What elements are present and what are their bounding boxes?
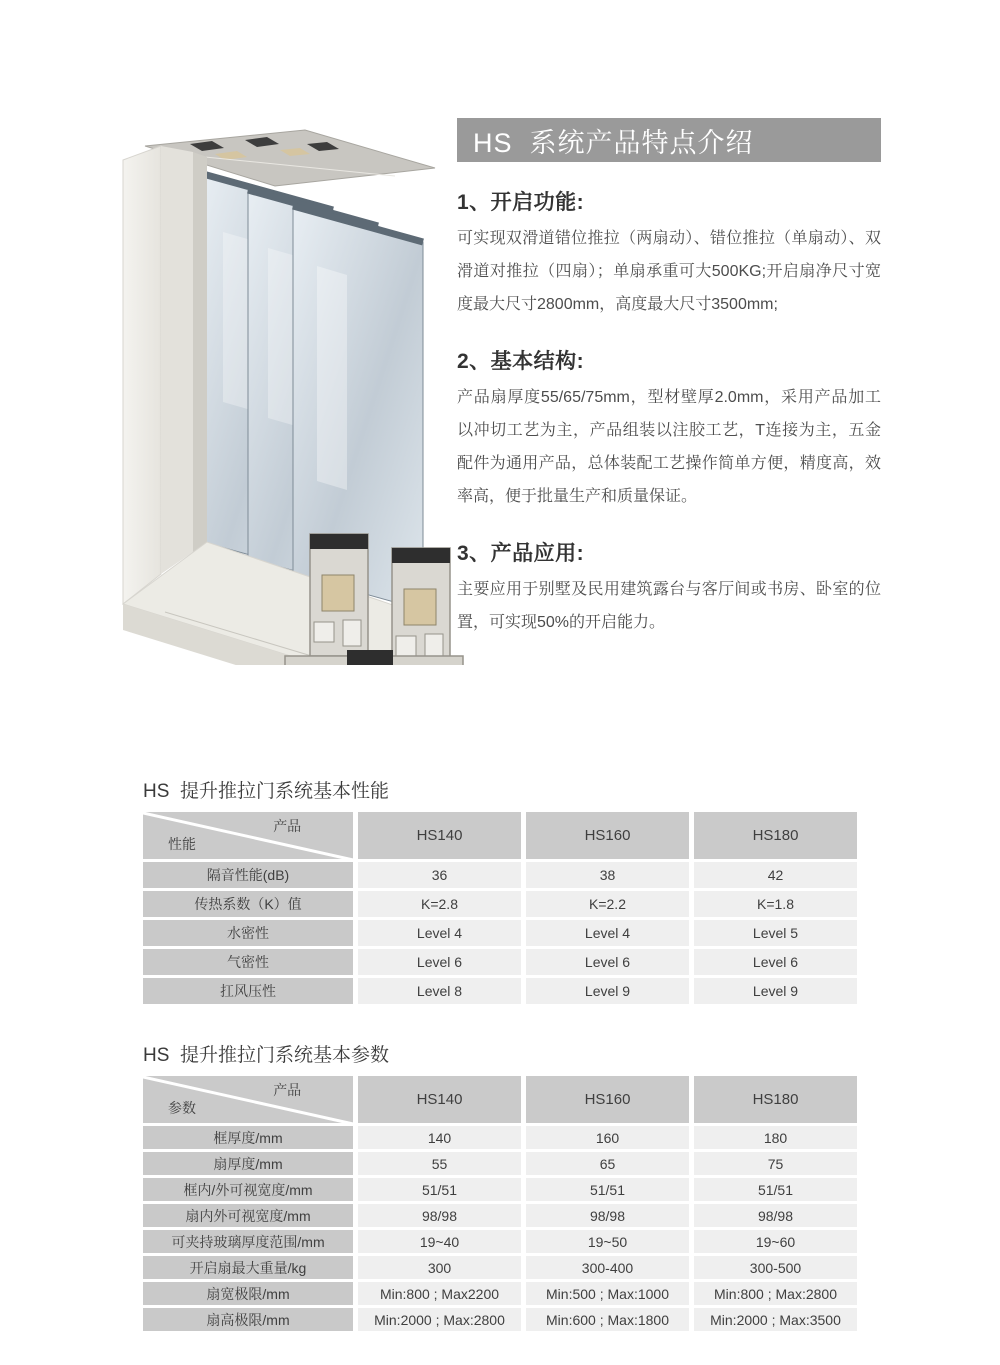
- table-value: Level 9: [526, 978, 689, 1004]
- column-header: HS160: [526, 1076, 689, 1123]
- frame-jamb: [123, 146, 207, 604]
- row-label: 扇高极限/mm: [143, 1308, 353, 1331]
- row-label: 开启扇最大重量/kg: [143, 1256, 353, 1279]
- table-corner-cell: [143, 1076, 353, 1123]
- table-value: Min:2000 ; Max:2800: [358, 1308, 521, 1331]
- table-value: Level 4: [526, 920, 689, 946]
- table-value: Level 8: [358, 978, 521, 1004]
- column-header: HS140: [358, 812, 521, 859]
- section-banner: [457, 118, 881, 162]
- row-label: 扛风压性: [143, 978, 353, 1004]
- section-heading: 1、开启功能:: [457, 191, 585, 214]
- spec-tables: [143, 776, 857, 1331]
- performance-table: [143, 812, 857, 1004]
- row-label: 扇内外可视宽度/mm: [143, 1204, 353, 1227]
- table-value: 180: [694, 1126, 857, 1149]
- row-label: 扇宽极限/mm: [143, 1282, 353, 1305]
- parameters-table-block: [143, 1040, 857, 1331]
- column-header: HS160: [526, 812, 689, 859]
- corner-label-product: 产品: [273, 818, 302, 834]
- row-label: 气密性: [143, 949, 353, 975]
- table-value: 51/51: [358, 1178, 521, 1201]
- row-label: 水密性: [143, 920, 353, 946]
- column-header: HS180: [694, 812, 857, 859]
- corner-label-category: 参数: [168, 1100, 196, 1116]
- table-value: 19~60: [694, 1230, 857, 1253]
- table-value: 51/51: [526, 1178, 689, 1201]
- table-title: HS 提升推拉门系统基本参数: [143, 1045, 389, 1066]
- table-value: 55: [358, 1152, 521, 1175]
- table-value: Level 9: [694, 978, 857, 1004]
- table-value: Min:800 ; Max2200: [358, 1282, 521, 1305]
- table-value: 19~50: [526, 1230, 689, 1253]
- row-label: 可夹持玻璃厚度范围/mm: [143, 1230, 353, 1253]
- table-title: HS 提升推拉门系统基本性能: [143, 781, 389, 802]
- corner-label-category: 性能: [168, 836, 196, 852]
- table-value: 51/51: [694, 1178, 857, 1201]
- table-value: 300-500: [694, 1256, 857, 1279]
- section-body: 可实现双滑道错位推拉（两扇动）、错位推拉（单扇动）、双滑道对推拉（四扇）；单扇承重可大500KG;开启扇净尺寸宽度最大尺寸2800mm，高度最大尺寸3500mm;: [457, 230, 881, 313]
- section-product-application: [457, 537, 881, 639]
- table-value: K=2.8: [358, 891, 521, 917]
- table-value: 19~40: [358, 1230, 521, 1253]
- table-value: Level 5: [694, 920, 857, 946]
- table-value: Level 6: [526, 949, 689, 975]
- table-value: K=1.8: [694, 891, 857, 917]
- performance-table-block: [143, 776, 857, 1004]
- table-value: Min:600 ; Max:1800: [526, 1308, 689, 1331]
- row-label: 隔音性能(dB): [143, 862, 353, 888]
- table-value: 98/98: [694, 1204, 857, 1227]
- profile-corner-render: [95, 110, 465, 665]
- section-basic-structure: [457, 345, 881, 513]
- table-value: K=2.2: [526, 891, 689, 917]
- table-value: Level 6: [358, 949, 521, 975]
- column-header: HS140: [358, 1076, 521, 1123]
- table-value: 160: [526, 1126, 689, 1149]
- table-value: 75: [694, 1152, 857, 1175]
- row-label: 传热系数（K）值: [143, 891, 353, 917]
- table-value: 98/98: [526, 1204, 689, 1227]
- parameters-table: [143, 1076, 857, 1331]
- section-heading: 3、产品应用:: [457, 542, 585, 565]
- row-label: 框内/外可视宽度/mm: [143, 1178, 353, 1201]
- table-value: 300: [358, 1256, 521, 1279]
- product-image: [95, 110, 465, 665]
- table-value: 38: [526, 862, 689, 888]
- table-value: Min:2000 ; Max:3500: [694, 1308, 857, 1331]
- row-label: 扇厚度/mm: [143, 1152, 353, 1175]
- table-value: 300-400: [526, 1256, 689, 1279]
- table-value: Level 6: [694, 949, 857, 975]
- section-heading: 2、基本结构:: [457, 350, 585, 373]
- table-value: Level 4: [358, 920, 521, 946]
- table-value: 140: [358, 1126, 521, 1149]
- column-header: HS180: [694, 1076, 857, 1123]
- section-body: 主要应用于别墅及民用建筑露台与客厅间或书房、卧室的位置，可实现50%的开启能力。: [457, 581, 881, 631]
- table-value: 42: [694, 862, 857, 888]
- table-value: 65: [526, 1152, 689, 1175]
- section-opening-function: [457, 186, 881, 321]
- table-value: Min:500 ; Max:1000: [526, 1282, 689, 1305]
- corner-label-product: 产品: [273, 1082, 302, 1098]
- table-value: 98/98: [358, 1204, 521, 1227]
- table-value: 36: [358, 862, 521, 888]
- row-label: 框厚度/mm: [143, 1126, 353, 1149]
- table-corner-cell: [143, 812, 353, 859]
- banner-title: HS 系统产品特点介绍: [473, 127, 754, 158]
- feature-column: [457, 118, 881, 639]
- table-value: Min:800 ; Max:2800: [694, 1282, 857, 1305]
- section-body: 产品扇厚度55/65/75mm，型材壁厚2.0mm，采用产品加工以冲切工艺为主，产品组装以注胶工艺，T连接为主，五金配件为通用产品，总体装配工艺操作简单方便，精度高，效率高，便于批量生产和质量保证。: [457, 389, 881, 505]
